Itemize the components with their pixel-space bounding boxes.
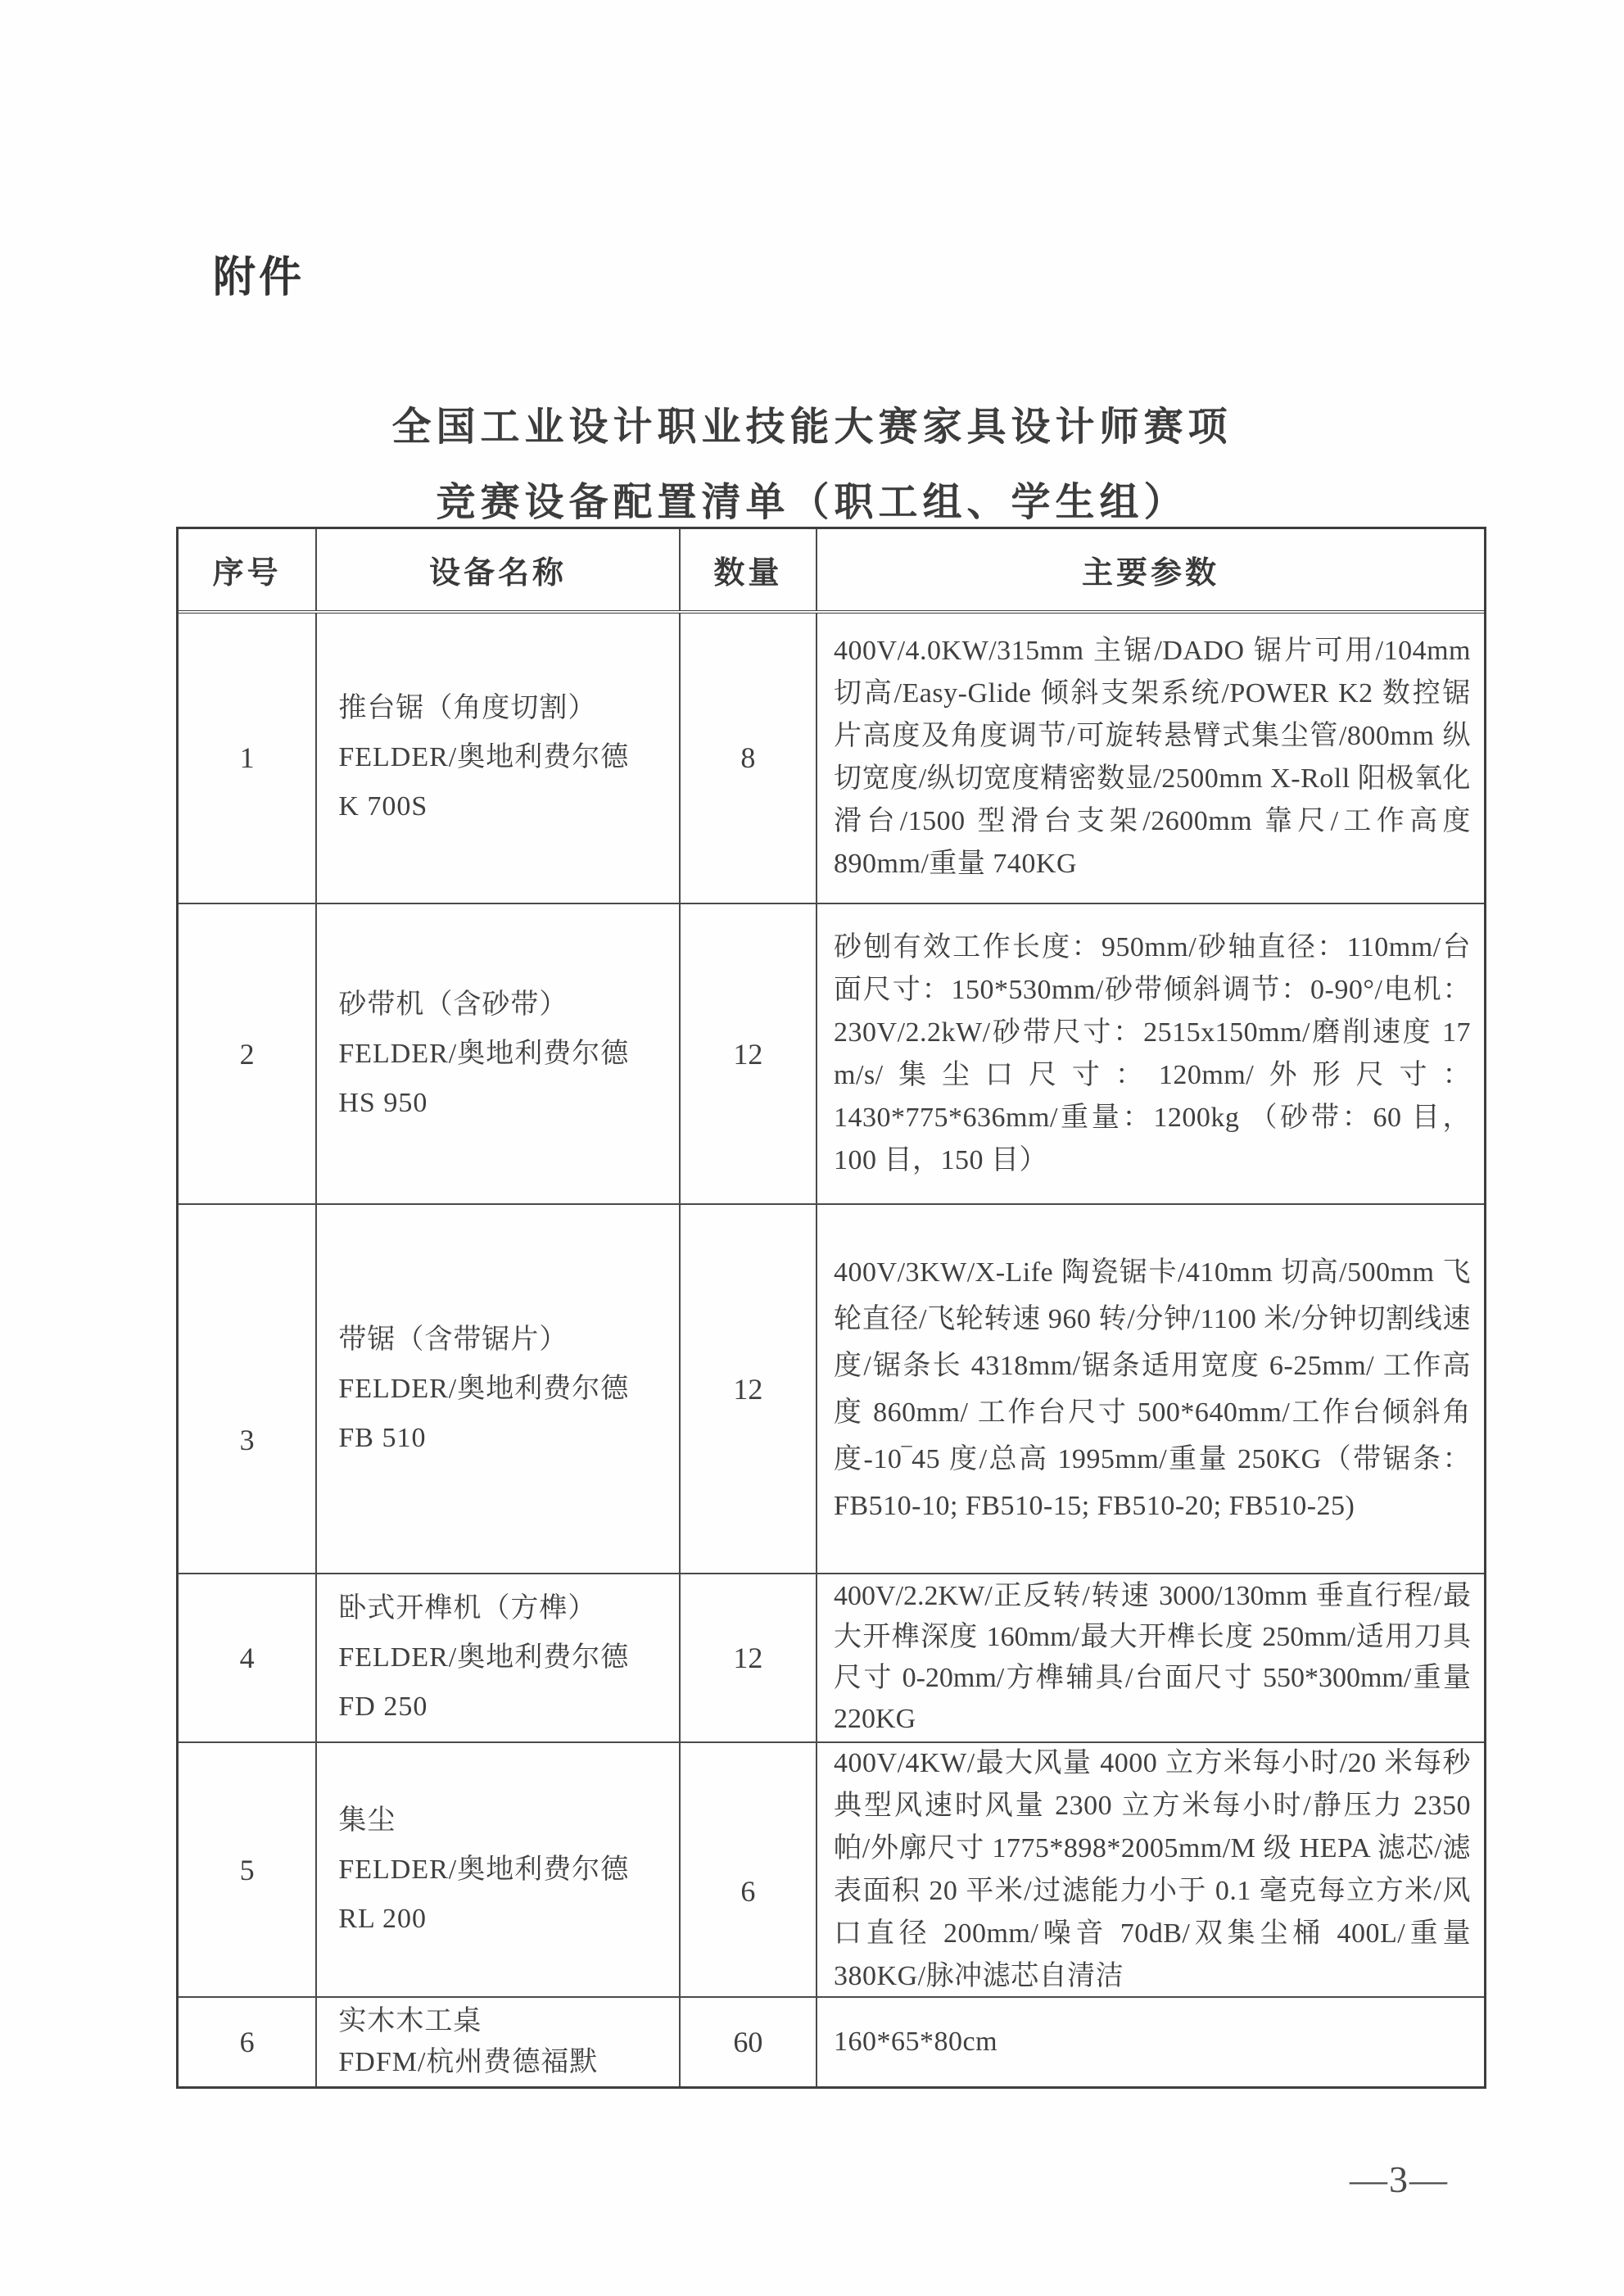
row3-name-line1: 带锯（含带锯片） — [338, 1324, 568, 1355]
header-cell-params — [817, 529, 1484, 610]
row4-qty-cell — [681, 1574, 817, 1741]
table-row — [179, 1574, 1484, 1743]
header-label-qty: 数量 — [713, 555, 783, 591]
row2-name-line2: FELDER/奥地利费尔德 — [338, 1038, 630, 1069]
document-title-line2: 竞赛设备配置清单（职工组、学生组） — [436, 481, 1188, 524]
row5-name-line2: FELDER/奥地利费尔德 — [338, 1854, 630, 1885]
row6-params-cell — [817, 1998, 1484, 2086]
row2-name-line3: HS 950 — [338, 1087, 428, 1118]
row4-params-cell — [817, 1574, 1484, 1741]
row1-params-cell — [817, 614, 1484, 903]
row3-qty: 12 — [733, 1372, 763, 1406]
row3-name-line3: FB 510 — [338, 1422, 427, 1453]
row1-name-line3: K 700S — [338, 791, 428, 822]
header-label-no: 序号 — [212, 555, 282, 591]
row3-name-line2: FELDER/奥地利费尔德 — [338, 1373, 630, 1404]
row6-qty-cell — [681, 1998, 817, 2086]
attachment-label: 附件 — [213, 255, 305, 301]
header-cell-qty — [681, 529, 817, 610]
document-title-line1: 全国工业设计职业技能大赛家具设计师赛项 — [391, 405, 1233, 449]
row1-no: 1 — [239, 741, 255, 775]
row4-no: 4 — [239, 1642, 255, 1675]
header-cell-name — [317, 529, 680, 610]
table-row — [179, 1205, 1484, 1574]
row4-params: 400V/2.2KW/正反转/转速 3000/130mm 垂直行程/最大开榫深度 160mm/最大开榫长度 250mm/适用刀具尺寸 0-20mm/方榫辅具/台面尺寸 550*300mm/重量 220KG — [834, 1581, 1471, 1735]
row5-no: 5 — [239, 1853, 255, 1886]
row5-qty-cell — [681, 1743, 817, 1996]
row2-name-line1: 砂带机（含砂带） — [338, 989, 568, 1020]
row2-qty: 12 — [733, 1037, 763, 1071]
row3-params: 400V/3KW/X-Life 陶瓷锯卡/410mm 切高/500mm 飞轮直径/飞轮转速 960 转/分钟/1100 米/分钟切割线速度/锯条长 4318mm/锯条适用宽度 6-25mm/ 工作高度 860mm/ 工作台尺寸 500*640mm/工作台倾斜角度-10‾45 度/总高 1995mm/重量 250KG（带锯条： FB510-10; FB510-15; FB510-20; FB510-25) — [834, 1257, 1471, 1521]
row1-name-line2: FELDER/奥地利费尔德 — [338, 742, 630, 773]
row3-name-cell — [317, 1205, 680, 1573]
row4-name-cell — [317, 1574, 680, 1741]
row6-name-cell — [317, 1998, 680, 2086]
row2-no: 2 — [239, 1037, 255, 1071]
header-label-params: 主要参数 — [1082, 555, 1220, 591]
row3-qty-cell — [681, 1205, 817, 1573]
row5-params: 400V/4KW/最大风量 4000 立方米每小时/20 米每秒典型风速时风量 2300 立方米每小时/静压力 2350 帕/外廓尺寸 1775*898*2005mm/M 级 HEPA 滤芯/滤表面积 20 平米/过滤能力小于 0.1 毫克每立方米/风口直径 200mm/噪音 70dB/双集尘桶 400L/重量 380KG/脉冲滤芯自清洁 — [834, 1747, 1471, 1991]
row6-name-line1: 实木木工桌 — [338, 2006, 482, 2037]
row1-qty: 8 — [740, 741, 756, 775]
row1-no-cell — [179, 614, 317, 903]
row2-qty-cell — [681, 904, 817, 1203]
row5-name-cell — [317, 1743, 680, 1996]
table-row — [179, 1743, 1484, 1998]
equipment-table — [176, 527, 1486, 2089]
row5-no-cell — [179, 1743, 317, 1996]
row6-params: 160*65*80cm — [834, 2027, 998, 2058]
row6-name-line2: FDFM/杭州费德福默 — [338, 2047, 599, 2078]
row1-params: 400V/4.0KW/315mm 主锯/DADO 锯片可用/104mm 切高/Easy-Glide 倾斜支架系统/POWER K2 数控锯片高度及角度调节/可旋转悬臂式集尘管/800mm 纵切宽度/纵切宽度精密数显/2500mm X-Roll 阳极氧化滑台/1500 型滑台支架/2600mm 靠尺/工作高度 890mm/重量 740KG — [834, 636, 1471, 880]
row4-name-line3: FD 250 — [338, 1691, 428, 1723]
row6-no: 6 — [239, 2026, 255, 2059]
row4-name-line1: 卧式开榫机（方榫） — [338, 1593, 597, 1624]
row4-qty: 12 — [733, 1642, 763, 1675]
row5-name-line1: 集尘 — [338, 1805, 396, 1836]
row5-qty: 6 — [740, 1874, 756, 1908]
row6-qty: 60 — [733, 2026, 763, 2059]
row1-name-cell — [317, 614, 680, 903]
row3-no-cell — [179, 1205, 317, 1573]
row2-params: 砂刨有效工作长度：950mm/砂轴直径：110mm/台面尺寸：150*530mm/砂带倾斜调节：0-90°/电机：230V/2.2kW/砂带尺寸：2515x150mm/磨削速度 17 m/s/集尘口尺寸：120mm/外形尺寸：1430*775*636mm/重量：1200kg （砂带：60 目，100 目，150 目） — [834, 931, 1471, 1175]
row4-no-cell — [179, 1574, 317, 1741]
row2-name-cell — [317, 904, 680, 1203]
table-row — [179, 614, 1484, 904]
table-header-row — [179, 529, 1484, 614]
table-row — [179, 904, 1484, 1205]
row5-params-cell — [817, 1743, 1484, 1996]
table-row — [179, 1998, 1484, 2086]
row4-name-line2: FELDER/奥地利费尔德 — [338, 1642, 630, 1673]
row3-params-cell — [817, 1205, 1484, 1573]
row3-no: 3 — [239, 1423, 255, 1456]
header-label-name: 设备名称 — [429, 555, 568, 591]
page-number: —3— — [1350, 2158, 1449, 2200]
row6-no-cell — [179, 1998, 317, 2086]
row2-no-cell — [179, 904, 317, 1203]
row1-name-line1: 推台锯（角度切割） — [338, 693, 597, 724]
row5-name-line3: RL 200 — [338, 1903, 427, 1934]
row2-params-cell — [817, 904, 1484, 1203]
row1-qty-cell — [681, 614, 817, 903]
header-cell-no — [179, 529, 317, 610]
